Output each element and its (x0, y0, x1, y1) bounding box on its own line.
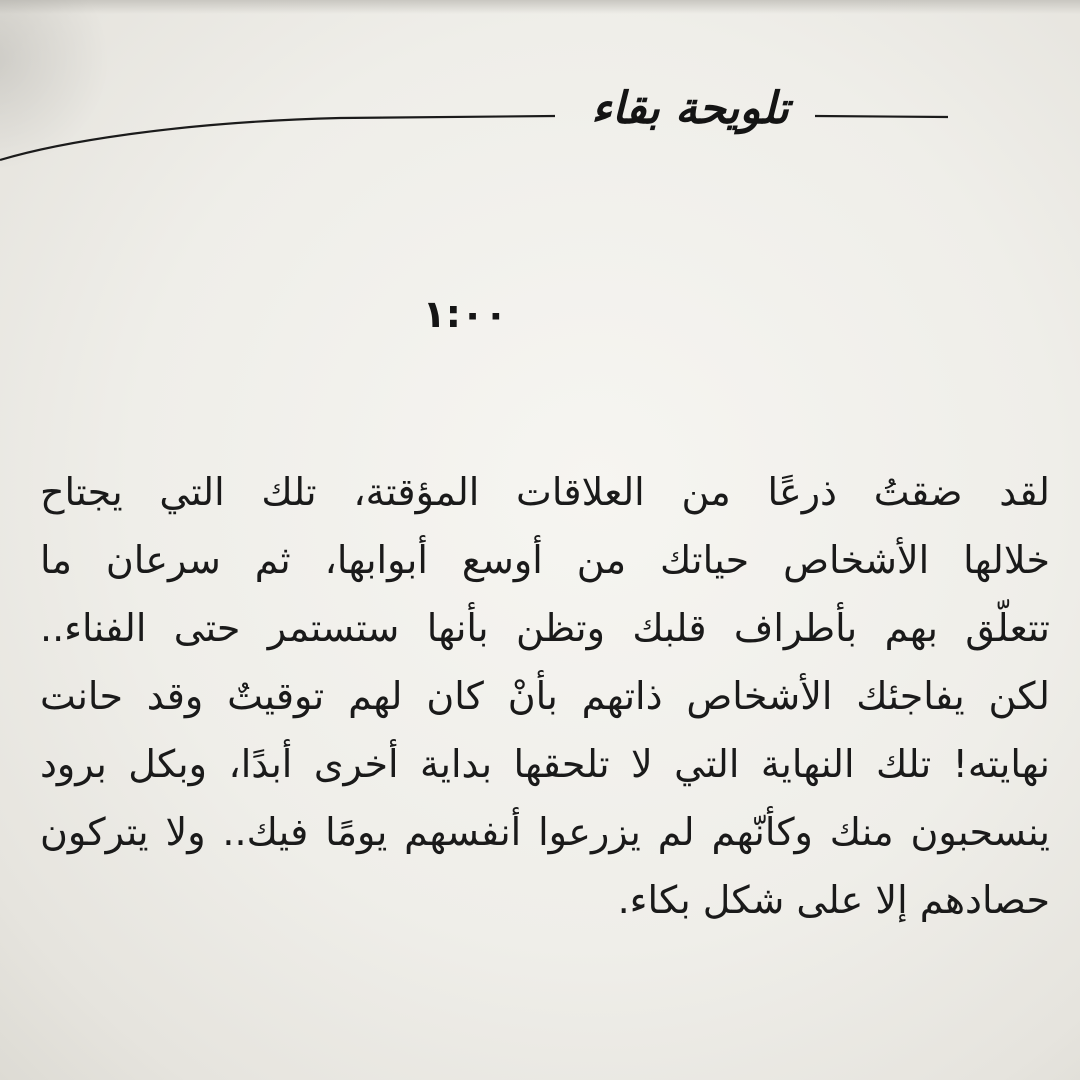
text-line: ينسحبون منك وكأنّهم لم يزرعوا أنفسهم يومًا فيك.. ولا يتركون (40, 810, 1050, 854)
text-line: خلالها الأشخاص حياتك من أوسع أبوابها، ثم سرعان ما (40, 538, 1050, 582)
page-edge-shadow (0, 0, 1080, 14)
running-title: تلويحة بقاء (591, 83, 789, 134)
chapter-number: ١:٠٠ (422, 292, 508, 336)
text-line: تتعلّق بهم بأطراف قلبك وتظن بأنها ستستمر حتى الفناء.. (40, 606, 1050, 650)
body-paragraph (40, 458, 1050, 998)
header-rule (0, 60, 1080, 170)
text-line: لكن يفاجئك الأشخاص ذاتهم بأنْ كان لهم توقيتٌ وقد حانت (40, 674, 1050, 718)
text-line: نهايته! تلك النهاية التي لا تلحقها بداية أخرى أبدًا، وبكل برود (40, 742, 1050, 786)
text-line: حصادهم إلا على شكل بكاء. (617, 878, 1050, 922)
page-header (0, 60, 1080, 170)
text-line: لقد ضقتُ ذرعًا من العلاقات المؤقتة، تلك التي يجتاح (40, 470, 1050, 514)
